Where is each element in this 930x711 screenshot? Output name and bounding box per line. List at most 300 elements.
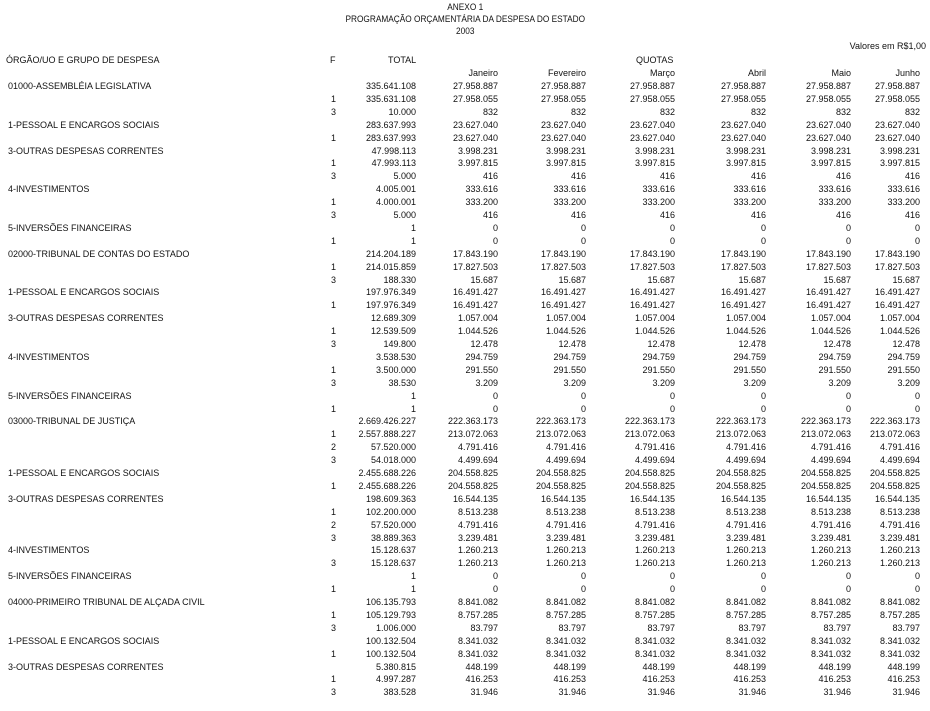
table-row-group (0, 545, 930, 558)
row-quota: 15.687 (738, 274, 766, 285)
row-total: 5.380.815 (375, 661, 416, 672)
row-quota: 8.513.238 (879, 506, 920, 517)
row-total: 38.889.363 (370, 532, 416, 543)
table-row-group (0, 571, 930, 584)
row-quota: 16.491.427 (452, 300, 498, 311)
row-quota: 17.827.503 (629, 261, 675, 272)
row-quota: 4.791.416 (879, 519, 920, 530)
row-fonte: 3 (331, 377, 337, 388)
row-quota: 16.544.135 (720, 493, 766, 504)
row-quota: 416 (750, 171, 766, 182)
row-quota: 0 (580, 222, 586, 233)
row-label: 4-INVESTIMENTOS (8, 351, 90, 362)
row-label: 03000-TRIBUNAL DE JUSTIÇA (8, 416, 136, 427)
row-total: 47.998.113 (371, 145, 416, 156)
row-quota: 204.558.825 (535, 480, 586, 491)
row-quota: 1.260.213 (725, 545, 766, 556)
row-quota: 27.958.887 (629, 81, 675, 91)
row-total: 12.539.509 (370, 326, 416, 337)
row-quota: 27.958.887 (452, 81, 498, 91)
row-quota: 23.627.040 (874, 132, 920, 143)
row-total: 283.637.993 (365, 132, 416, 143)
row-quota: 17.843.190 (805, 248, 851, 259)
row-quota: 8.341.032 (457, 635, 498, 646)
row-quota: 204.558.825 (800, 480, 851, 491)
row-fonte: 3 (331, 558, 337, 569)
row-total: 4.005.001 (375, 184, 416, 195)
row-quota: 0 (845, 584, 851, 595)
row-total: 4.000.001 (375, 197, 416, 208)
row-fonte: 1 (331, 429, 337, 440)
row-quota: 0 (580, 571, 586, 582)
row-quota: 416.253 (887, 674, 920, 685)
row-quota: 1.044.526 (725, 326, 766, 337)
row-quota: 0 (845, 222, 851, 233)
row-quota: 416 (659, 171, 675, 182)
row-quota: 0 (492, 222, 498, 233)
row-label: 1-PESSOAL E ENCARGOS SOCIAIS (8, 287, 160, 298)
table-row (0, 649, 930, 662)
row-quota: 294.759 (465, 351, 498, 362)
row-quota: 448.199 (642, 661, 675, 672)
table-row-group (0, 223, 930, 236)
row-total: 197.976.349 (365, 287, 416, 298)
row-quota: 4.499.694 (545, 455, 586, 466)
table-row (0, 455, 930, 468)
row-quota: 204.558.825 (715, 480, 766, 491)
row-label: 5-INVERSÕES FINANCEIRAS (8, 571, 132, 582)
table-row (0, 378, 930, 391)
month-header-junho: Junho (895, 68, 920, 78)
row-quota: 17.827.503 (452, 261, 498, 272)
row-quota: 17.827.503 (874, 261, 920, 272)
table-row (0, 133, 930, 146)
row-quota: 1.260.213 (634, 545, 675, 556)
row-quota: 3.209 (897, 377, 920, 388)
table-row (0, 404, 930, 417)
row-quota: 0 (760, 390, 766, 401)
row-fonte: 1 (331, 326, 337, 337)
row-label: 5-INVERSÕES FINANCEIRAS (8, 390, 132, 401)
row-quota: 4.791.416 (457, 519, 498, 530)
row-quota: 16.491.427 (874, 287, 920, 298)
row-quota: 222.363.173 (447, 416, 498, 427)
table-row (0, 236, 930, 249)
row-quota: 27.958.055 (629, 93, 675, 104)
row-quota: 204.558.825 (447, 468, 498, 478)
row-quota: 8.513.238 (545, 506, 586, 517)
row-total: 2.557.888.227 (358, 429, 416, 440)
row-quota: 17.827.503 (720, 261, 766, 272)
row-quota: 0 (845, 235, 851, 246)
row-quota: 15.687 (823, 274, 851, 285)
row-quota: 1.260.213 (545, 558, 586, 569)
row-quota: 8.341.032 (634, 648, 675, 659)
row-quota: 416 (835, 171, 851, 182)
table-row (0, 481, 930, 494)
row-total: 4.997.287 (375, 674, 416, 685)
row-total: 10.000 (388, 106, 416, 117)
row-label: 1-PESSOAL E ENCARGOS SOCIAIS (8, 635, 160, 646)
row-fonte: 1 (331, 197, 337, 208)
row-quota: 333.616 (553, 184, 586, 195)
table-row-group (0, 352, 930, 365)
row-fonte: 1 (331, 480, 337, 491)
row-fonte: 3 (331, 210, 337, 220)
row-quota: 12.478 (470, 339, 498, 349)
table-row (0, 687, 930, 700)
row-quota: 0 (580, 235, 586, 246)
row-quota: 23.627.040 (720, 132, 766, 143)
table-row (0, 442, 930, 455)
row-quota: 0 (845, 403, 851, 414)
row-quota: 3.209 (743, 377, 766, 388)
row-quota: 0 (580, 390, 586, 401)
row-quota: 1.260.213 (457, 558, 498, 569)
table-row (0, 623, 930, 636)
month-header-marco: Março (649, 68, 675, 78)
row-quota: 8.513.238 (634, 506, 675, 517)
row-quota: 0 (669, 584, 675, 595)
row-quota: 1.044.526 (879, 326, 920, 337)
row-quota: 16.491.427 (805, 300, 851, 311)
table-row (0, 210, 930, 223)
row-quota: 0 (492, 584, 498, 595)
row-total: 2.455.688.226 (358, 468, 416, 478)
row-quota: 8.341.032 (545, 648, 586, 659)
row-quota: 8.341.032 (725, 635, 766, 646)
row-quota: 16.544.135 (629, 493, 675, 504)
row-quota: 16.544.135 (805, 493, 851, 504)
row-quota: 15.687 (892, 274, 920, 285)
row-total: 57.520.000 (370, 519, 416, 530)
row-quota: 291.550 (465, 364, 498, 375)
row-quota: 8.341.032 (879, 648, 920, 659)
row-quota: 204.558.825 (447, 480, 498, 491)
row-quota: 1.260.213 (879, 558, 920, 569)
row-quota: 0 (580, 403, 586, 414)
row-fonte: 1 (331, 158, 337, 169)
row-total: 214.015.859 (365, 261, 416, 272)
row-quota: 291.550 (818, 364, 851, 375)
row-quota: 3.239.481 (545, 532, 586, 543)
row-quota: 8.757.285 (634, 609, 675, 620)
row-quota: 416 (904, 210, 920, 220)
row-quota: 0 (760, 584, 766, 595)
row-quota: 294.759 (642, 351, 675, 362)
table-row-group (0, 81, 930, 94)
row-quota: 204.558.825 (800, 468, 851, 478)
row-quota: 832 (750, 106, 766, 117)
row-quota: 16.491.427 (629, 287, 675, 298)
table-row-group (0, 416, 930, 429)
document-year: 2003 (456, 26, 475, 36)
row-quota: 0 (845, 390, 851, 401)
row-quota: 0 (845, 571, 851, 582)
row-quota: 213.072.063 (715, 429, 766, 440)
row-quota: 1.057.004 (879, 313, 920, 324)
row-quota: 333.616 (818, 184, 851, 195)
month-header-janeiro: Janeiro (468, 68, 498, 78)
table-row (0, 197, 930, 210)
row-quota: 333.616 (465, 184, 498, 195)
row-quota: 3.998.231 (879, 145, 920, 156)
row-quota: 213.072.063 (869, 429, 920, 440)
row-quota: 0 (669, 390, 675, 401)
row-total: 1 (410, 235, 416, 246)
row-quota: 3.239.481 (810, 532, 851, 543)
row-quota: 333.200 (642, 197, 675, 208)
row-quota: 8.757.285 (725, 609, 766, 620)
row-quota: 8.841.082 (545, 597, 586, 607)
row-quota: 16.491.427 (452, 287, 498, 298)
row-quota: 8.841.082 (879, 597, 920, 607)
row-quota: 27.958.055 (540, 93, 586, 104)
row-quota: 291.550 (642, 364, 675, 375)
row-quota: 23.627.040 (629, 132, 675, 143)
row-quota: 0 (914, 390, 920, 401)
row-quota: 416.253 (818, 674, 851, 685)
row-total: 1 (410, 403, 416, 414)
row-fonte: 2 (331, 519, 337, 530)
row-quota: 8.841.082 (634, 597, 675, 607)
row-quota: 1.044.526 (457, 326, 498, 337)
row-total: 1 (410, 222, 416, 233)
row-quota: 3.209 (828, 377, 851, 388)
row-quota: 448.199 (733, 661, 766, 672)
table-row-group (0, 391, 930, 404)
row-total: 3.500.000 (375, 364, 416, 375)
row-fonte: 3 (331, 622, 337, 633)
table-row (0, 94, 930, 107)
row-quota: 27.958.887 (874, 81, 920, 91)
row-quota: 291.550 (553, 364, 586, 375)
row-quota: 8.341.032 (725, 648, 766, 659)
row-quota: 8.341.032 (810, 648, 851, 659)
table-row (0, 339, 930, 352)
row-quota: 0 (492, 571, 498, 582)
table-row (0, 275, 930, 288)
row-quota: 0 (492, 403, 498, 414)
row-quota: 4.791.416 (810, 442, 851, 453)
row-fonte: 1 (331, 584, 337, 595)
row-quota: 1.044.526 (810, 326, 851, 337)
row-quota: 16.491.427 (720, 300, 766, 311)
row-total: 1 (410, 571, 416, 582)
row-quota: 15.687 (470, 274, 498, 285)
row-total: 214.204.189 (365, 248, 416, 259)
row-quota: 4.791.416 (545, 442, 586, 453)
row-quota: 16.491.427 (540, 287, 586, 298)
row-quota: 1.260.213 (810, 558, 851, 569)
row-quota: 416 (570, 210, 586, 220)
table-row-group (0, 146, 930, 159)
row-quota: 16.491.427 (874, 300, 920, 311)
row-quota: 0 (760, 403, 766, 414)
row-quota: 1.260.213 (457, 545, 498, 556)
row-fonte: 1 (331, 132, 337, 143)
row-quota: 4.791.416 (634, 442, 675, 453)
table-row-group (0, 494, 930, 507)
currency-note: Valores em R$1,00 (849, 41, 926, 51)
row-quota: 448.199 (818, 661, 851, 672)
row-quota: 0 (580, 584, 586, 595)
row-label: 3-OUTRAS DESPESAS CORRENTES (8, 493, 164, 504)
row-quota: 1.057.004 (725, 313, 766, 324)
row-quota: 0 (914, 403, 920, 414)
row-quota: 3.998.231 (457, 145, 498, 156)
row-quota: 1.057.004 (634, 313, 675, 324)
table-row-group (0, 287, 930, 300)
row-quota: 1.260.213 (810, 545, 851, 556)
row-quota: 8.341.032 (879, 635, 920, 646)
row-fonte: 3 (331, 455, 337, 466)
row-label: 04000-PRIMEIRO TRIBUNAL DE ALÇADA CIVIL (8, 597, 205, 607)
row-quota: 416 (482, 171, 498, 182)
row-quota: 83.797 (470, 622, 498, 633)
row-quota: 1.044.526 (545, 326, 586, 337)
row-quota: 17.827.503 (540, 261, 586, 272)
row-quota: 8.513.238 (457, 506, 498, 517)
row-quota: 4.791.416 (810, 519, 851, 530)
row-quota: 291.550 (733, 364, 766, 375)
row-quota: 31.946 (470, 687, 498, 698)
row-quota: 294.759 (818, 351, 851, 362)
row-quota: 416.253 (642, 674, 675, 685)
row-quota: 3.997.815 (634, 158, 675, 169)
row-quota: 3.239.481 (879, 532, 920, 543)
row-quota: 1.260.213 (634, 558, 675, 569)
row-fonte: 3 (331, 532, 337, 543)
table-row (0, 262, 930, 275)
row-quota: 204.558.825 (624, 480, 675, 491)
row-quota: 27.958.887 (805, 81, 851, 91)
row-fonte: 1 (331, 300, 337, 311)
row-fonte: 1 (331, 261, 337, 272)
row-quota: 832 (835, 106, 851, 117)
row-quota: 0 (669, 403, 675, 414)
row-quota: 17.827.503 (805, 261, 851, 272)
row-quota: 16.491.427 (805, 287, 851, 298)
row-quota: 333.616 (887, 184, 920, 195)
row-quota: 12.478 (647, 339, 675, 349)
row-total: 1 (410, 390, 416, 401)
row-quota: 8.841.082 (457, 597, 498, 607)
row-quota: 23.627.040 (874, 119, 920, 130)
column-header-quotas: QUOTAS (636, 55, 674, 65)
row-quota: 213.072.063 (535, 429, 586, 440)
row-quota: 1.260.213 (545, 545, 586, 556)
row-quota: 0 (760, 235, 766, 246)
row-label: 1-PESSOAL E ENCARGOS SOCIAIS (8, 119, 160, 130)
row-quota: 1.260.213 (879, 545, 920, 556)
row-total: 15.128.637 (370, 558, 416, 569)
row-total: 335.641.108 (365, 81, 416, 91)
row-quota: 333.616 (642, 184, 675, 195)
table-row (0, 520, 930, 533)
row-quota: 1.044.526 (634, 326, 675, 337)
row-quota: 83.797 (647, 622, 675, 633)
row-quota: 8.341.032 (810, 635, 851, 646)
row-quota: 204.558.825 (869, 468, 920, 478)
row-quota: 83.797 (558, 622, 586, 633)
row-quota: 294.759 (733, 351, 766, 362)
row-quota: 294.759 (553, 351, 586, 362)
row-quota: 0 (669, 571, 675, 582)
row-total: 54.018.000 (370, 455, 416, 466)
row-total: 5.000 (393, 171, 416, 182)
row-quota: 16.491.427 (720, 287, 766, 298)
row-total: 47.993.113 (371, 158, 416, 169)
row-quota: 0 (760, 571, 766, 582)
row-quota: 8.757.285 (810, 609, 851, 620)
row-quota: 4.791.416 (634, 519, 675, 530)
column-header-total: TOTAL (388, 55, 417, 65)
row-quota: 204.558.825 (535, 468, 586, 478)
row-fonte: 3 (331, 106, 337, 117)
table-row-group (0, 313, 930, 326)
row-quota: 204.558.825 (715, 468, 766, 478)
row-quota: 222.363.173 (800, 416, 851, 427)
row-quota: 23.627.040 (805, 119, 851, 130)
table-row (0, 533, 930, 546)
row-quota: 333.200 (733, 197, 766, 208)
row-quota: 16.491.427 (629, 300, 675, 311)
row-quota: 12.478 (892, 339, 920, 349)
row-quota: 0 (669, 235, 675, 246)
table-row-group (0, 468, 930, 481)
month-header-abril: Abril (747, 68, 766, 78)
row-total: 102.200.000 (365, 506, 416, 517)
row-total: 15.128.637 (370, 545, 416, 556)
row-quota: 4.791.416 (457, 442, 498, 453)
row-quota: 213.072.063 (624, 429, 675, 440)
row-fonte: 1 (331, 93, 337, 104)
row-quota: 8.757.285 (545, 609, 586, 620)
row-quota: 31.946 (558, 687, 586, 698)
table-row-group (0, 249, 930, 262)
row-quota: 4.791.416 (725, 519, 766, 530)
row-quota: 1.057.004 (545, 313, 586, 324)
row-fonte: 3 (331, 171, 337, 182)
row-quota: 0 (669, 222, 675, 233)
row-quota: 31.946 (647, 687, 675, 698)
row-quota: 23.627.040 (629, 119, 675, 130)
row-total: 106.135.793 (365, 597, 416, 607)
row-quota: 27.958.887 (720, 81, 766, 91)
row-quota: 8.341.032 (457, 648, 498, 659)
row-quota: 204.558.825 (624, 468, 675, 478)
row-quota: 204.558.825 (869, 480, 920, 491)
row-quota: 213.072.063 (800, 429, 851, 440)
row-fonte: 1 (331, 364, 337, 375)
row-quota: 4.791.416 (725, 442, 766, 453)
row-quota: 27.958.887 (540, 81, 586, 91)
row-quota: 416 (750, 210, 766, 220)
row-quota: 4.499.694 (725, 455, 766, 466)
row-quota: 16.491.427 (540, 300, 586, 311)
row-quota: 222.363.173 (869, 416, 920, 427)
row-total: 383.528 (383, 687, 416, 698)
row-quota: 3.209 (652, 377, 675, 388)
row-quota: 4.791.416 (879, 442, 920, 453)
table-row (0, 507, 930, 520)
row-quota: 416.253 (553, 674, 586, 685)
row-quota: 3.239.481 (634, 532, 675, 543)
row-quota: 832 (659, 106, 675, 117)
row-total: 283.637.993 (365, 119, 416, 130)
row-quota: 31.946 (738, 687, 766, 698)
